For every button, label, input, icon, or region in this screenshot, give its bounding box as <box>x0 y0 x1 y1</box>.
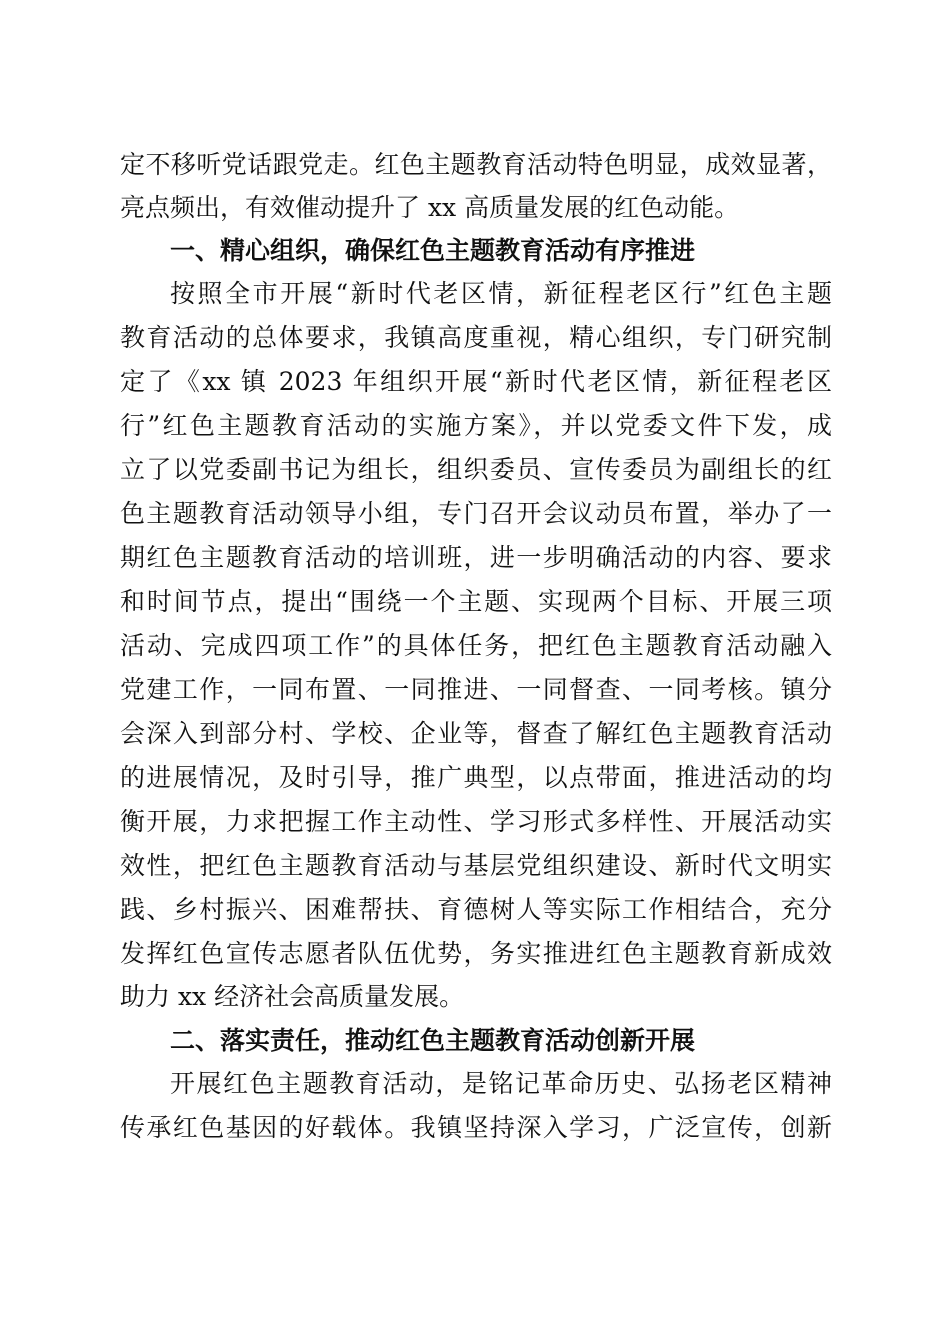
paragraph-line: 传承红色基因的好载体。我镇坚持深入学习，广泛宣传，创新 <box>120 1113 832 1142</box>
paragraph-line: 和时间节点，提出“围绕一个主题、实现两个目标、开展三项 <box>120 587 832 616</box>
paragraph-line: 色主题教育活动领导小组，专门召开会议动员布置，举办了一 <box>120 499 832 528</box>
paragraph-line: 助力 xx 经济社会高质量发展。 <box>120 982 465 1011</box>
section-2-heading: 二、落实责任，推动红色主题教育活动创新开展 <box>170 1026 696 1055</box>
paragraph-line: 发挥红色宣传志愿者队伍优势，务实推进红色主题教育新成效 <box>120 939 832 968</box>
paragraph-line: 期红色主题教育活动的培训班，进一步明确活动的内容、要求 <box>120 543 832 572</box>
paragraph-line: 按照全市开展“新时代老区情，新征程老区行”红色主题 <box>170 279 832 308</box>
paragraph-line: 效性，把红色主题教育活动与基层党组织建设、新时代文明实 <box>120 851 832 880</box>
paragraph-line: 教育活动的总体要求，我镇高度重视，精心组织，专门研究制 <box>120 323 832 352</box>
paragraph-line: 活动、完成四项工作”的具体任务，把红色主题教育活动融入 <box>120 631 832 660</box>
paragraph-line: 的进展情况，及时引导，推广典型，以点带面，推进活动的均 <box>120 763 832 792</box>
paragraph-line: 行”红色主题教育活动的实施方案》，并以党委文件下发，成 <box>120 411 832 440</box>
paragraph-line: 开展红色主题教育活动，是铭记革命历史、弘扬老区精神 <box>170 1069 832 1098</box>
intro-line: 定不移听党话跟党走。红色主题教育活动特色明显，成效显著， <box>120 150 832 179</box>
paragraph-line: 会深入到部分村、学校、企业等，督查了解红色主题教育活动 <box>120 719 832 748</box>
paragraph-line: 衡开展，力求把握工作主动性、学习形式多样性、开展活动实 <box>120 807 832 836</box>
paragraph-line: 立了以党委副书记为组长，组织委员、宣传委员为副组长的红 <box>120 455 832 484</box>
paragraph-line: 践、乡村振兴、困难帮扶、育德树人等实际工作相结合，充分 <box>120 895 832 924</box>
paragraph-line: 定了《xx 镇 2023 年组织开展“新时代老区情，新征程老区 <box>120 367 832 396</box>
paragraph-line: 党建工作，一同布置、一同推进、一同督查、一同考核。镇分 <box>120 675 832 704</box>
section-1-heading: 一、精心组织，确保红色主题教育活动有序推进 <box>170 236 696 265</box>
intro-line: 亮点频出，有效催动提升了 xx 高质量发展的红色动能。 <box>120 193 740 222</box>
